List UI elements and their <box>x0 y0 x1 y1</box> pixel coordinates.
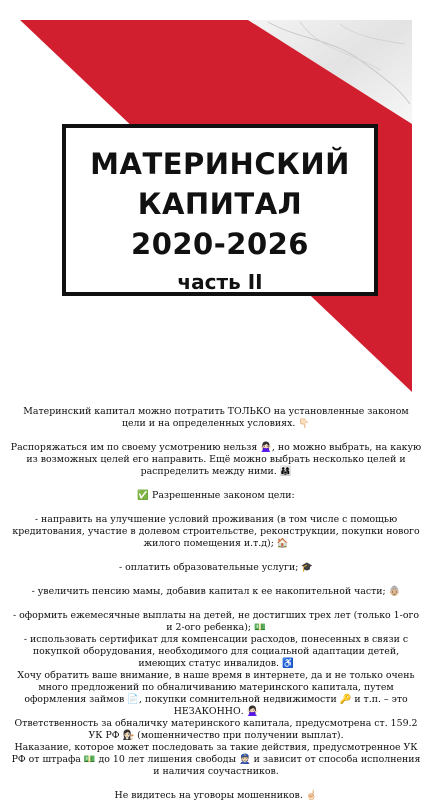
title-frame <box>62 124 378 296</box>
list-item-pension: - увеличить пенсию мамы, добавив капитал к ее накопительной части; 👵🏼 <box>31 586 401 597</box>
list-item-monthly-payments: - оформить ежемесячные выплаты на детей, не достигших трех лет (только 1-ого и 2-ого ребенка); 💵 <box>12 610 420 633</box>
paragraph-closing: Не видитесь на уговоры мошенников. ☝🏻 <box>114 790 318 801</box>
title-line-3: 2020-2026 <box>131 227 309 261</box>
paragraph-warning: Хочу обратить ваше внимание, в наше время в интернете, да и не только очень много предложений по обналичиванию материнского капитала, путем оформления займов 📄, покупки сомнительной недвижимости 🔑 и т.п. – это НЕЗАКОННО. 🙅🏻‍♀️ <box>17 670 415 717</box>
paragraph-choice: Распоряжаться им по своему усмотрению нельзя 🙅🏻‍♀️, но можно выбрать, на какую из возможных целей его направить. Ещё можно выбрать несколько целей и распределить между ними. 👨‍👩‍👧 <box>10 442 422 477</box>
list-item-housing: - направить на улучшение условий проживания (в том числе с помощью кредитования, участие в долевом строительстве, реконструкции, покупки нового жилого помещения и.т.д); 🏠 <box>12 514 420 549</box>
list-item-education: - оплатить образовательные услуги; 🎓 <box>118 562 314 573</box>
paragraph-punishment: Наказание, которое может последовать за такие действия, предусмотренное УК РФ от штрафа 💵 до 10 лет лишения свободы 👮🏻 и зависит от способа исполнения и наличия соучастников. <box>11 742 421 777</box>
paragraph-intro: Материнский капитал можно потратить ТОЛЬКО на установленные законом цели и на определенных условиях. 👇🏻 <box>23 406 409 429</box>
title-line-1: МАТЕРИНСКИЙ <box>90 147 350 181</box>
paragraph-liability: Ответственность за обналичку материнского капитала, предусмотрена ст. 159.2 УК РФ 👩🏻‍⚖️ (мошенничество при получении выплат). <box>14 718 418 741</box>
list-item-disability: - использовать сертификат для компенсации расходов, понесенных в связи с покупкой оборудования, необходимого для социальной адаптации детей, имеющих статус инвалидов. ♿ <box>23 634 409 669</box>
paragraph-allowed-header: ✅ Разрешенные законом цели: <box>137 490 295 501</box>
title-line-2: КАПИТАЛ <box>137 187 303 221</box>
post-body <box>10 406 422 802</box>
subtitle: часть II <box>177 270 263 294</box>
